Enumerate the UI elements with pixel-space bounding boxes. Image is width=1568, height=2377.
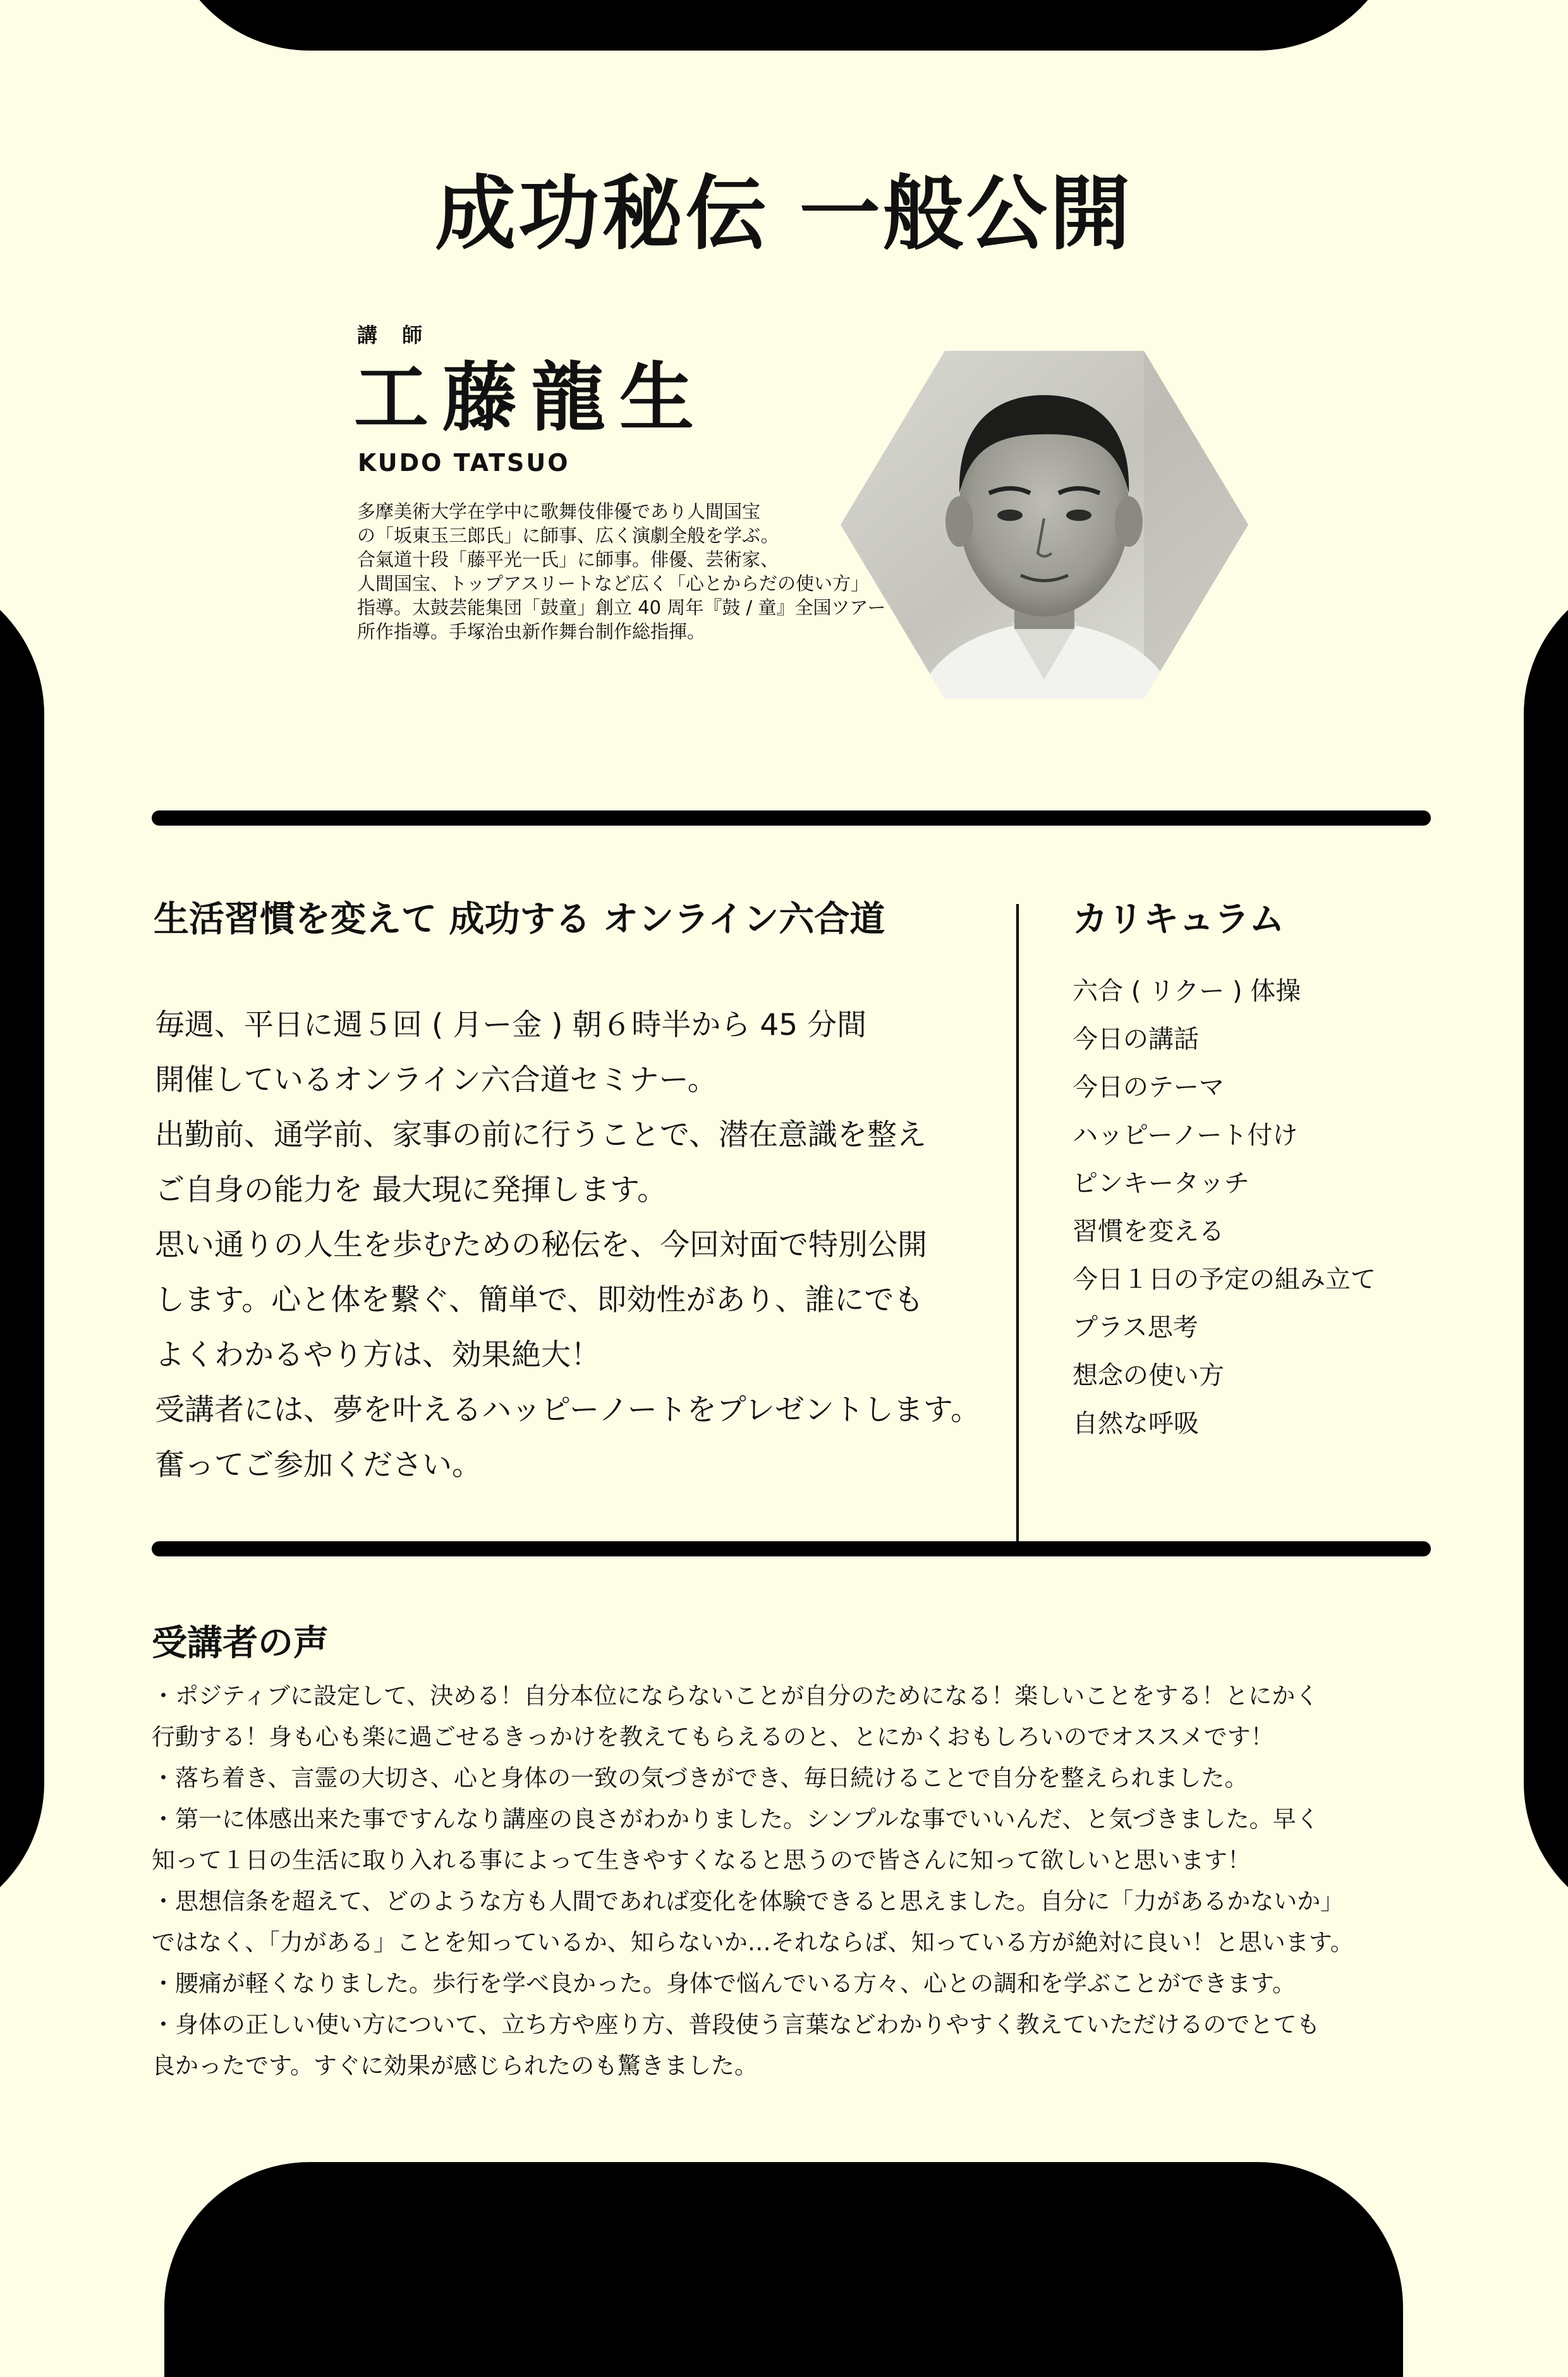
testimonial-line: 行動する！身も心も楽に過ごせるきっかけを教えてもらえるのと、とにかくおもしろいのでオススメです！ [152, 1723, 1274, 1751]
bio-line: 合氣道十段「藤平光一氏」に師事。俳優、芸術家、 [357, 549, 779, 570]
curriculum-item: 習慣を変える [1073, 1217, 1224, 1246]
description-line: ご自身の能力を 最大現に発揮します。 [155, 1173, 667, 1207]
testimonial-line: ではなく、「力がある」ことを知っているか、知らないか…それならば、知っている方が絶対に良い！と思います。 [152, 1929, 1354, 1956]
testimonial-line: 良かったです。すぐに効果が感じられたのも驚きました。 [152, 2052, 758, 2079]
seminar-heading: 生活習慣を変えて 成功する オンライン六合道 [154, 899, 885, 940]
section-divider [152, 1541, 1431, 1556]
right-decoration [1524, 569, 1568, 1928]
curriculum-item: 今日の講話 [1073, 1025, 1199, 1054]
bio-line: 指導。太鼓芸能集団「鼓童」創立 40 周年『鼓 / 童』全国ツアー [357, 597, 886, 618]
curriculum-item: 今日のテーマ [1073, 1073, 1224, 1102]
bio-line: 人間国宝、トップアスリートなど広く「心とからだの使い方」 [357, 573, 869, 594]
testimonial-line: ・第一に体感出来た事ですんなり講座の良さがわかりました。シンプルな事でいいんだ、と気づきました。早く [152, 1806, 1320, 1833]
curriculum-heading: カリキュラム [1073, 899, 1285, 940]
voices-heading: 受講者の声 [152, 1623, 329, 1664]
description-line: 毎週、平日に週５回 ( 月ー金 ) 朝６時半から 45 分間 [155, 1008, 867, 1042]
bio-line: 多摩美術大学在学中に歌舞伎俳優であり人間国宝 [357, 501, 761, 522]
description-line: 思い通りの人生を歩むための秘伝を、今回対面で特別公開 [155, 1228, 927, 1262]
description-line: よくわかるやり方は、効果絶大！ [155, 1338, 600, 1372]
curriculum-item: 自然な呼吸 [1073, 1409, 1199, 1438]
seminar-description [155, 998, 1014, 1493]
description-line: 受講者には、夢を叶えるハッピーノートをプレゼントします。 [155, 1393, 981, 1427]
testimonial-line: ・ポジティブに設定して、決める！自分本位にならないことが自分のためになる！楽しいことをする！とにかく [152, 1682, 1319, 1709]
curriculum-item: ハッピーノート付け [1073, 1121, 1298, 1150]
curriculum-item: ピンキータッチ [1073, 1169, 1249, 1198]
instructor-role-label: 講 師 [357, 323, 432, 347]
description-line: 開催しているオンライン六合道セミナー。 [155, 1063, 717, 1097]
column-divider [1016, 904, 1019, 1541]
section-divider [152, 810, 1431, 826]
instructor-romaji: KUDO TATSUO [358, 449, 570, 477]
description-line: 出勤前、通学前、家事の前に行うことで、潜在意識を整え [155, 1118, 927, 1152]
curriculum-list [1073, 967, 1376, 1448]
description-line: します。心と体を繋ぐ、簡単で、即効性があり、誰にでも [155, 1283, 924, 1317]
testimonial-line: ・身体の正しい使い方について、立ち方や座り方、普段使う言葉などわかりやすく教えていただけるのでとても [152, 2011, 1320, 2038]
page-title: 成功秘伝 一般公開 [435, 167, 1133, 261]
bottom-decoration [164, 2162, 1403, 2377]
left-decoration [0, 569, 44, 1928]
bio-line: の「坂東玉三郎氏」に師事、広く演劇全般を学ぶ。 [357, 525, 779, 546]
top-decoration [164, 0, 1403, 51]
testimonials [152, 1675, 1435, 2086]
testimonial-line: ・腰痛が軽くなりました。歩行を学べ良かった。身体で悩んでいる方々、心との調和を学ぶことができます。 [152, 1970, 1296, 1997]
curriculum-item: 想念の使い方 [1073, 1361, 1224, 1390]
bio-line: 所作指導。手塚治虫新作舞台制作総指揮。 [357, 621, 706, 642]
description-line: 奮ってご参加ください。 [155, 1448, 482, 1482]
testimonial-line: ・落ち着き、言霊の大切さ、心と身体の一致の気づきができ、毎日続けることで自分を整えられました。 [152, 1764, 1248, 1792]
instructor-name: 工藤龍生 [354, 354, 708, 441]
instructor-portrait [841, 351, 1248, 699]
curriculum-item: 今日１日の予定の組み立て [1073, 1265, 1376, 1294]
testimonial-line: ・思想信条を超えて、どのような方も人間であれば変化を体験できると思えました。自分に「力があるかないか」 [152, 1888, 1344, 1915]
instructor-bio [357, 499, 888, 644]
curriculum-item: 六合 ( リクー ) 体操 [1073, 977, 1301, 1006]
curriculum-item: プラス思考 [1073, 1313, 1198, 1342]
testimonial-line: 知って１日の生活に取り入れる事によって生きやすくなると思うので皆さんに知って欲しいと思います！ [152, 1847, 1251, 1874]
